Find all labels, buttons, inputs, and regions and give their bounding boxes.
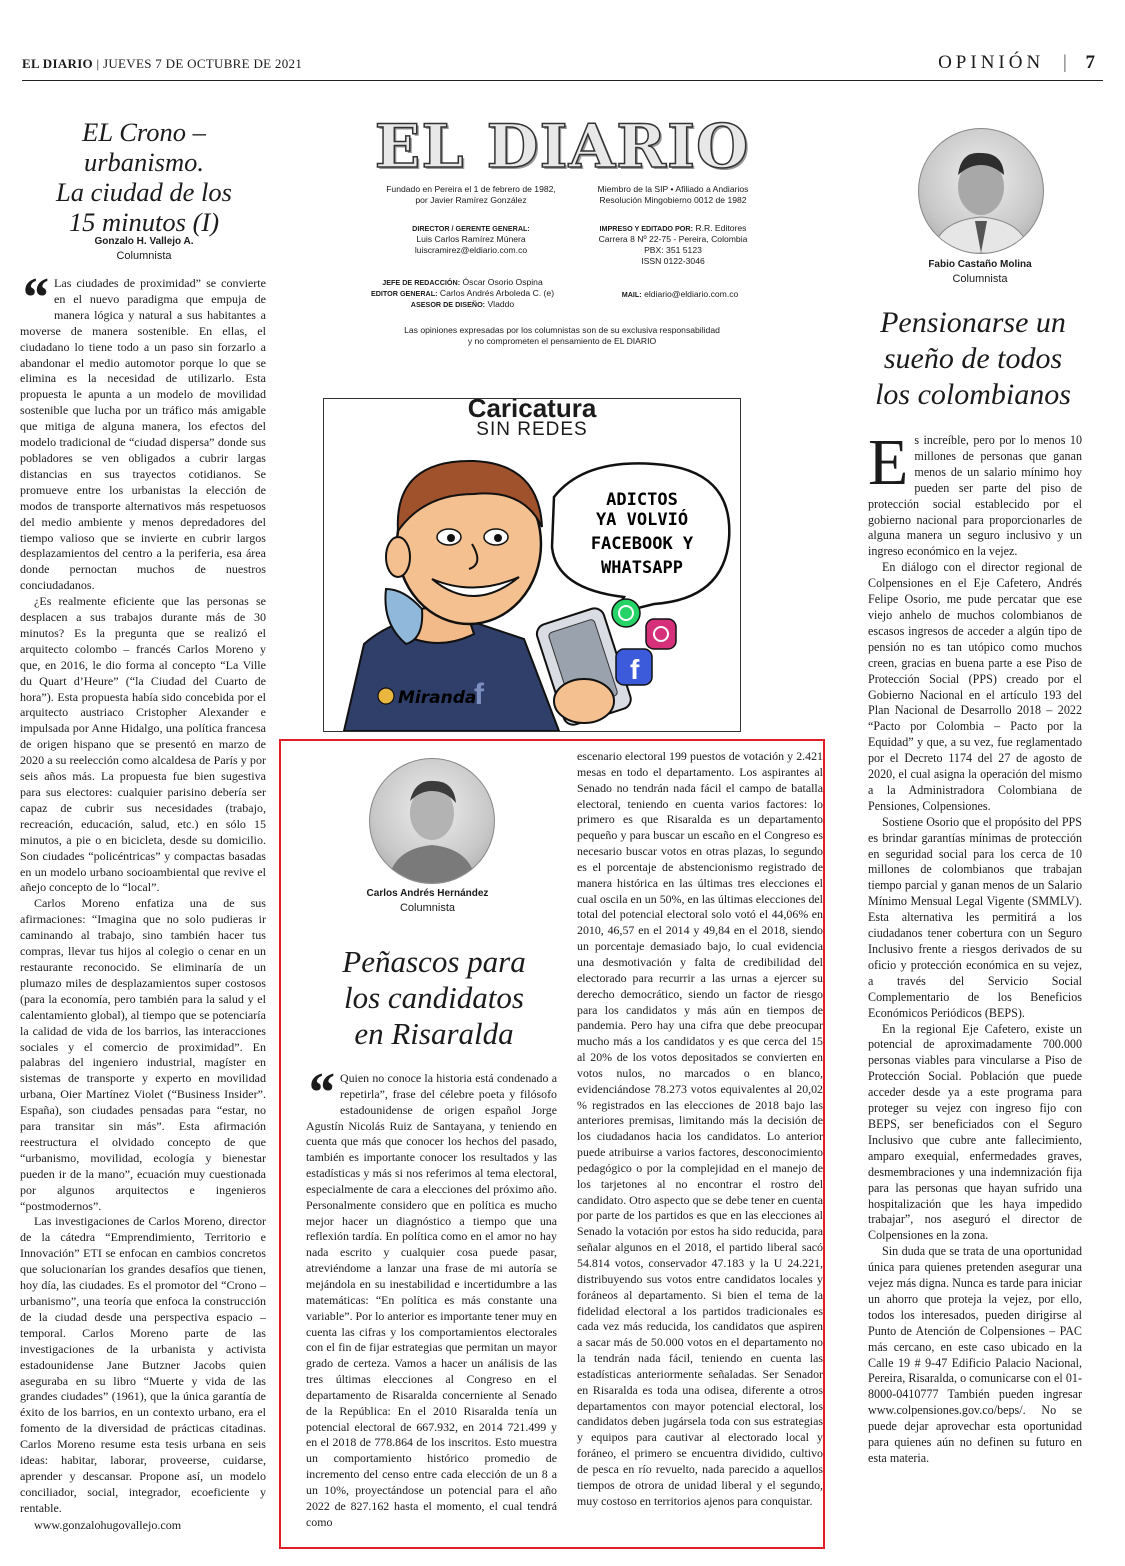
masthead-mail: MAIL: eldiario@eldiario.com.co	[621, 289, 739, 299]
center-article-author: Carlos Andrés Hernández	[366, 888, 489, 899]
masthead-staff: JEFE DE REDACCIÓN: Óscar Osorio Ospina EDITOR GENERAL: Carlos Andrés Arboleda C. (e) ASESOR DE DISEÑO: Vladdo	[370, 277, 555, 309]
page-number: 7	[1085, 52, 1099, 73]
instagram-icon	[646, 619, 676, 649]
left-article-role: Columnista	[116, 250, 172, 262]
cartoon-bubble-line-3: FACEBOOK Y	[590, 534, 694, 554]
quote-mark-icon: “	[306, 1071, 334, 1124]
cartoon-frame	[323, 398, 741, 732]
quote-mark-icon: “	[20, 276, 48, 329]
masthead-founded: Fundado en Pereira el 1 de febrero de 1982, por Javier Ramírez González	[386, 184, 556, 205]
left-article-title: EL Crono – urbanismo. La ciudad de los 15 minutos (I)	[56, 117, 232, 237]
masthead-disclaimer: Las opiniones expresadas por los columnistas son de su exclusiva responsabilidad y no comprometen el pensamiento de EL DIARIO	[404, 325, 720, 346]
masthead-printer: IMPRESO Y EDITADO POR: R.R. Editores Carrera 8 Nº 22-75 - Pereira, Colombia PBX: 351 5123 ISSN 0122-3046	[598, 223, 748, 266]
cartoon-title: Caricatura	[467, 398, 597, 423]
center-article-col2: escenario electoral 199 puestos de votación y 2.421 mesas en todo el departamento. Los aspirantes al Senado no tendrán nada fácil el campo de batalla electoral, teniendo en cuenta varios factores: lo primero es que Risaralda es un departamento pequeño y para buscar un escaño en el Congreso es necesario buscar votos en otras plazas, lo segundo es el porcentaje de abstencionismo registrado de manera histórica en las últimas tres elecciones el cual oscila en un 50%, en las últimas elecciones del total del potencial electoral solo votó el 44,06% en 2010, 46,57 en el 2014 y 49,84 en el 2018, siendo un porcentaje demasiado bajo, lo cual evidencia una desmotivación y falta de credibilidad del electorado para recurrir a las urnas a ejercer su derecho democrático, siendo un factor de riesgo para los candidatos y más aún en tiempos de pandemia. Pero hay una cifra que debe preocupar mucho más a los candidatos y es que cerca del 15 al 20% de los votos depositados se convierten en votos nulos, no marcados o en blanco, evidenciándose 78.273 votos equivalentes al 20,02 % registrados en las elecciones de 2018 bajo las anteriores premisas, limitando más la decisión de los ciudadanos hacia los candidatos. Lo anterior puede atribuirse a varios factores, desconocimiento pedagógico o por la complejidad en el manejo de los tarjetones al no encontrar el rostro del candidato. Otro aspecto que se debe tener en cuenta por parte de los partidos es que en las elecciones al Senado la votación por estos ha sido reducida, para señalar algunos en el 2018, el partido liberal sacó 54.814 votos, conservador 47.183 y la U 24.221, distribuyendo sus votos entre candidatos locales y foráneos al departamento. Si bien el tema de la fidelidad electoral a los partidos tradicionales es cada vez más reducida, los candidatos que aspiren a sacar más de 50.000 votos en el departamento no la tendrán nada fácil, teniendo en cuenta las estadísticas anteriormente señaladas. Ser Senador en Risaralda es toda una odisea, diferente a otros departamentos con mayor potencial electoral, los candidatos deben jugársela toda con sus estrategias y equipos para cautivar al electorado local y foráneo, el primero se encuentra dividido, cultivo de pesca en río revuelto, nada parecido a aquellos tiempos de otrora de unidad liberal y el segundo, muy costoso en territorios ajenos para conquistar.	[577, 749, 823, 1508]
masthead-director: DIRECTOR / GERENTE GENERAL: Luis Carlos Ramírez Múnera luiscramirez@eldiario.com.co	[412, 224, 530, 255]
cartoon-bubble-line-2: YA VOLVIÓ	[595, 510, 689, 530]
header-rule	[22, 80, 1103, 81]
cartoon-signature: Miranda	[398, 688, 477, 708]
cartoon-bubble-line-1: ADICTOS	[606, 490, 678, 510]
paper-name: EL DIARIO	[22, 56, 93, 71]
left-article-author: Gonzalo H. Vallejo A.	[94, 236, 194, 247]
section-name: OPINIÓN	[938, 52, 1045, 73]
center-author-avatar	[369, 758, 495, 884]
right-article-author: Fabio Castaño Molina	[928, 259, 1032, 270]
svg-text:f: f	[630, 654, 640, 685]
right-author-avatar	[918, 128, 1044, 254]
cartoon-illustration	[324, 439, 740, 731]
cartoon-bubble-line-4: WHATSAPP	[601, 558, 683, 578]
center-article-col1: “ Quien no conoce la historia está condenado a repetirla”, frase del célebre poeta y filósofo estadounidense de origen español Jorge Agustín Nicolás Ruiz de Santayana, y teniendo en cuenta que más que conocer los hechos del pasado, también es importante conocer los resultados y las estadísticas y más si nos referimos al tema electoral, especialmente de cara a elecciones del próximo año. Personalmente considero que en política es mucho mejor hacer un diagnóstico a tiempo que una reflexión tardía. En política como en el amor no hay nada escrito y cualquier cosa puede pasar, atreviéndome a lanzar una frase de mi autoría se mejándola en su inestabilidad e incertidumbre a las matemáticas: “En política es más constante una variable”. Por lo anterior es importante tener muy en cuenta las cifras y los comportamientos electorales con el fin de fijar estrategias que permitan un mayor grado de certeza. Vamos a hacer un análisis de las tres últimas elecciones al Congreso en el departamento de Risaralda concerniente al Senado de la República: En el 2010 Risaralda tenía un potencial electoral de 667.932, en 2014 721.499 y en el 2018 de 778.864 de los inscritos. Esto muestra un comportamiento histórico promedio de incremento del censo entre cada elección de un 8 a un 10%, proyectándose un potencial para el año 2022 de 827.162 hasta el momento, el cual tendrá como	[306, 1071, 557, 1529]
page-header-left: EL DIARIO | JUEVES 7 DE OCTUBRE DE 2021	[22, 56, 303, 71]
center-article-role: Columnista	[399, 902, 456, 914]
whatsapp-icon	[612, 599, 640, 627]
masthead-logo: EL DIARIO	[374, 112, 750, 182]
author-portrait-icon	[370, 759, 494, 883]
issue-date: JUEVES 7 DE OCTUBRE DE 2021	[103, 56, 303, 71]
cartoon-subtitle: SIN REDES	[476, 419, 588, 440]
masthead-member: Miembro de la SIP • Afiliado a Andiarios Resolución Mingobierno 0012 de 1982	[597, 184, 749, 205]
right-article-body: E s increíble, pero por lo menos 10 millones de personas que ganan menos de un salario mínimo hoy pueden ser parte del piso de protección social establecido por el gobierno nacional para proporcionarles de alguna manera un seguro inclusivo y un ingreso económico en la vejez. En diálogo con el director regional de Colpensiones en el Eje Cafetero, Andrés Felipe Osorio, me pude percatar que ese viejo anhelo de muchos colombianos de escasos ingresos de acceder a algún tipo de pensión no es tan utópico como muchos creen, gracias en buena parte a ese Piso de Protección Social (PPS) creado por el Gobierno Nacional en el artículo 193 del Plan Nacional de Desarrollo 2018 – 2022 “Pacto por Colombia – Pacto por la Equidad” y que, a su vez, fue reglamentado por el Decreto 1174 del 27 de agosto de 2020, el cual asigna la operación del mismo a la Administradora Colombiana de Pensiones, Colpensiones. Sostiene Osorio que el propósito del PPS es brindar garantías mínimas de protección en seguridad social para los cerca de 10 millones de colombianos que trabajan tiempo parcial y ganan menos de un Salario Mínimo Mensual Legal Vigente (SMMLV). Esta alternativa les permitirá a los ciudadanos tener cobertura con un Seguro Inclusivo frente a riesgos derivados de su oficio y protección económica en su vejez, a través del Servicio Social Complementario de los Beneficios Económicos Periódicos (BEPS). En la regional Eje Cafetero, existe un potencial de aproximadamente 700.000 personas viables para vincularse a Piso de Protección Social. Población que puede acceder desde ya a este programa para proteger su vejez con ingreso fijo con BEPS, ser beneficiados con el Seguro Inclusivo que cubre ante fallecimiento, amparo exequial, enfermedades graves, desmembraciones y una indemnización fija para las personas que hayan sufrido una hospitalización que les haya impedido trabajar”, nos aseguró el director de Colpensiones en la zona. Sin duda que se trata de una oportunidad única para quienes pretenden asegurar una vejez más digna. Nunca es tarde para iniciar un ahorro que proteja la vejez, por ello, todos los interesados, pueden dirigirse al Punto de Atención de Colpensiones – PAC más cercano, en este caso ubicado en la Calle 19 # 9-47 Edificio Palacio Nacional, Pereira, Risaralda, o comunicarse con el 01-8000-0410777 También pueden ingresar www.colpensiones.gov.co/beps/. No se puede dejar aprovechar esta oportunidad para quienes aún no definen su futuro en esta materia.	[868, 433, 1082, 1465]
left-article-body: “ Las ciudades de proximidad” se convierte en el nuevo paradigma que empuja de manera lógica y natural a sus habitantes a moverse de manera sostenible. En ellas, el ciudadano lo tiene todo a un paso sin forzarlo a abandonar el medio automotor porque lo que se elimina es la necesidad de utilizarlo. Esta propuesta le apunta a un modelo de movilidad sostenible que lucha por un tráfico más amigable que mitiga de alguna manera, los efectos del modelo tradicional de “ciudad dispersa” donde sus pobladores se ven obligados a cubrir largas distancias en sus trayectos cotidianos. Se promueve entre los urbanistas la elección de modos de transporte alternativos más respetuosos del medio ambiente y menos depredadores del tiempo valioso que se invierte en cubrir largos desplazamientos del centro a la periferia, esa área donde pernoctan muchos de nuestros conciudadanos. ¿Es realmente eficiente que las personas se desplacen a sus trabajos durante más de 30 minutos? Es la pregunta que se realizó el arquitecto colombo – francés Carlos Moreno y que, en 2016, le dio forma al concepto “La Ville du Quart d’Heure” (“la Ciudad del Cuarto de hora”). Esta propuesta había sido concebida por el arquitecto austriaco Cristopher Alexander e impulsada por Anne Hidalgo, una política francesa de origen hispano que se presentó en marzo de 2020 a su reelección como alcaldesa de París y por seis años más. La propuesta fue bien sugestiva para sus electores: cualquier parisino debería ser capaz de cubrir sus necesidades (trabajo, recreación, educación, salud, etc.) en sólo 15 minutos, a pie o en bicicleta, desde su domicilio. Son ciudades “policéntricas” y compactas basadas en un modelo urbano socioambiental que revive el añejo concepto de lo “local”. Carlos Moreno enfatiza una de sus afirmaciones: “Imagina que no solo pudieras ir caminando al trabajo, sino también hacer tus compras, llevar tus hijos al colegio o cenar en un restaurante reconocido. Se eliminaría de un plumazo miles de desplazamientos super costosos (para la economía, pero también para la salud y el calentamiento global), al tiempo que se potenciaría la calidad de vida de los barrios, las interacciones sociales y el comercio de proximidad”. En palabras del ingeniero industrial, magíster en sistemas de transporte y experto en movilidad urbana, Oier Martínez Violet (“Business Insider”. España), son ciudades pensadas para “estar, no para transitar sin más”. Esta afirmación reestructura el olvidado concepto de que “urbanismo, movilidad, ecología y bienestar pueden ir de la mano”, ecuación muy cuestionada por algunos arquitectos e ingenieros “postmodernos”. Las investigaciones de Carlos Moreno, director de la cátedra “Emprendimiento, Territorio e Innovación” ETI se enfocan en cambios concretos que solucionarían los grandes desafíos que tienen, hoy día, las ciudades. Es el promotor del “Crono – urbanismo”, una teoría que enfoca la construcción de la ciudad desde una perspectiva espacio – temporal. Carlos Moreno parte de las investigaciones de la urbanista y activista estadounidense Jane Butzner Jacobs quien aseguraba en su libro “Muerte y vida de las grandes ciudades” (1961), que la única garantía de éxito de los barrios, en un contexto urbano, era el fomento de la diversidad de prácticas citadinas. Carlos Moreno resume esta tesis urbana en seis ideas: habitar, laborar, proveerse, cuidarse, aprender y descansar. Propone así, un modelo conciliador, social, integrador, ecoeficiente y rentable. www.gonzalohugovallejo.com	[20, 276, 266, 1532]
right-article-title: Pensionarse un sueño de todos los colombianos	[875, 306, 1071, 411]
drop-cap: E	[868, 433, 909, 499]
facebook-icon	[616, 649, 652, 685]
author-portrait-icon	[919, 129, 1043, 253]
center-article-title: Peñascos para los candidatos en Risaralda	[342, 944, 526, 1051]
right-article-role: Columnista	[952, 273, 1008, 285]
svg-text:f: f	[474, 678, 484, 711]
author-website[interactable]: www.gonzalohugovallejo.com	[34, 1517, 182, 1532]
page-header-right: OPINIÓN | 7	[938, 52, 1099, 73]
